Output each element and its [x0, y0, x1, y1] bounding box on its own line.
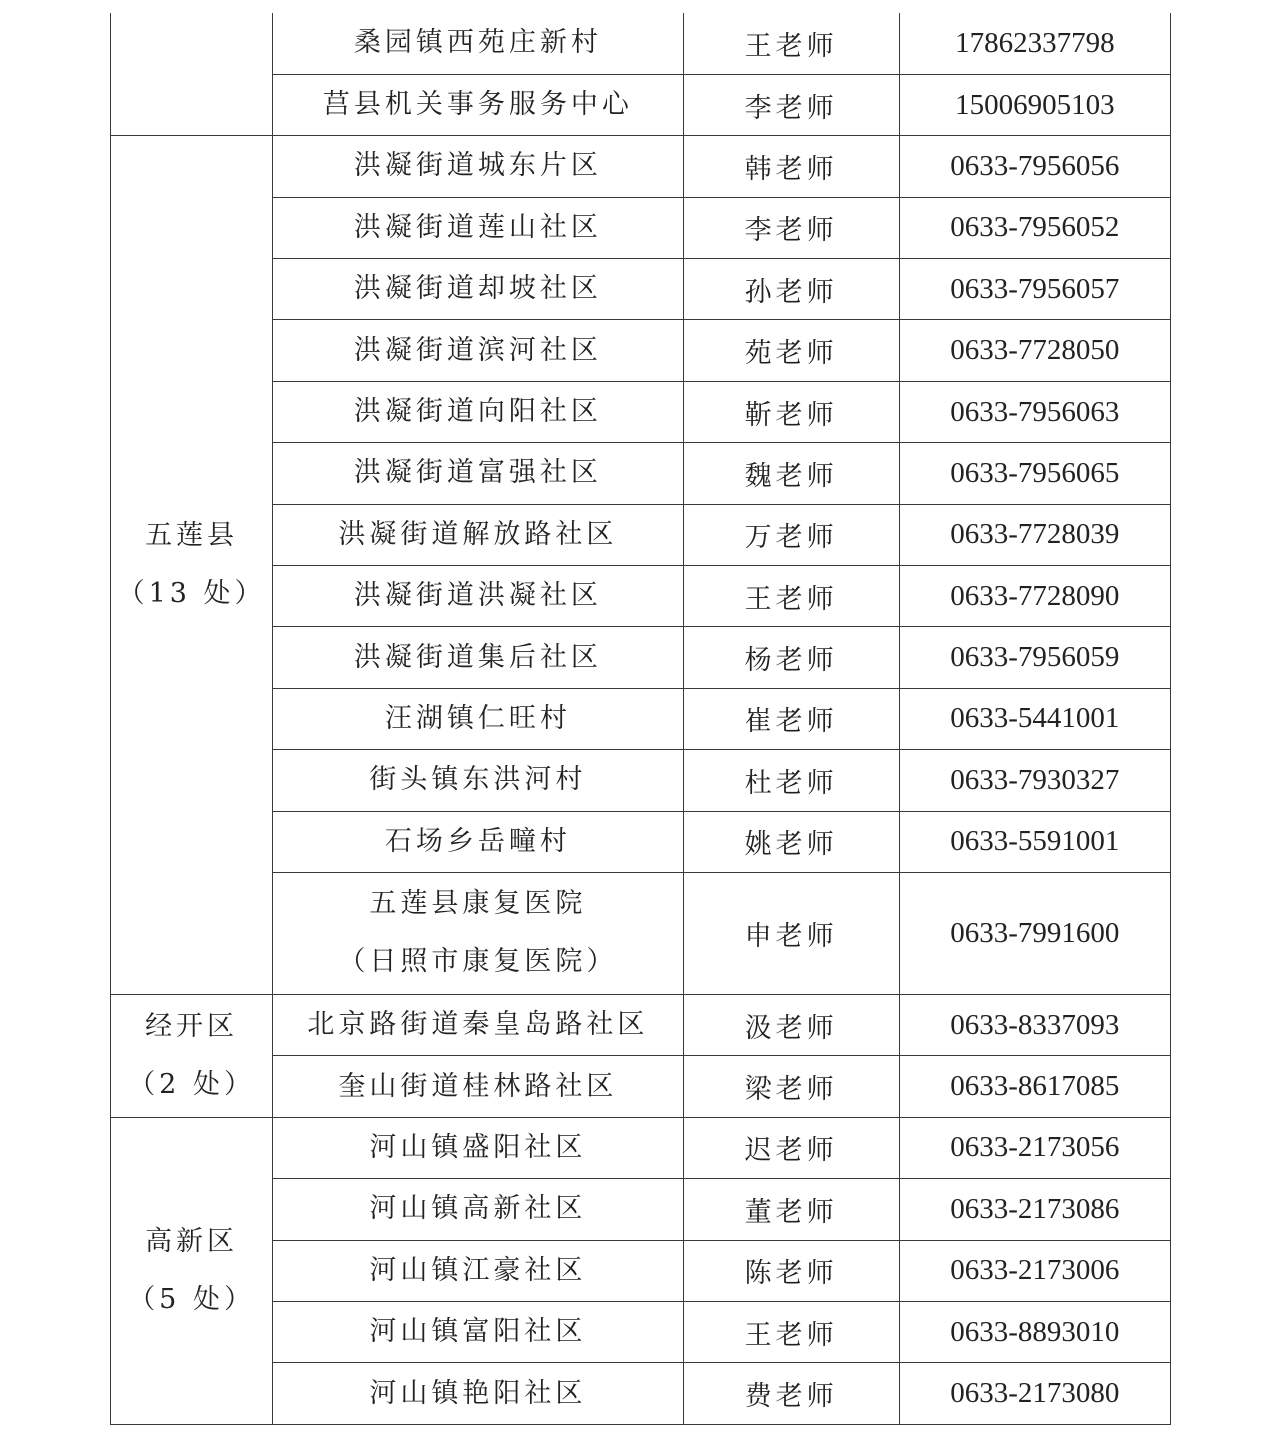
phone-cell: 0633-7956052 [899, 197, 1170, 258]
place-cell [273, 1301, 683, 1362]
phone-cell: 0633-8337093 [899, 994, 1170, 1055]
phone-cell: 0633-5591001 [899, 811, 1170, 872]
phone-cell: 0633-7956059 [899, 627, 1170, 688]
place-cell [273, 811, 683, 872]
place-cell [273, 872, 683, 994]
teacher-cell: 崔老师 [683, 688, 899, 749]
region-label: （2 处） [128, 1068, 255, 1100]
phone-cell: 0633-7728090 [899, 566, 1170, 627]
place-cell [273, 1179, 683, 1240]
region-cell [111, 994, 273, 1117]
region-label: （5 处） [128, 1283, 255, 1315]
teacher-cell: 梁老师 [683, 1056, 899, 1117]
phone-cell: 0633-7728039 [899, 504, 1170, 565]
phone-cell: 0633-2173080 [899, 1363, 1170, 1424]
teacher-cell: 杜老师 [683, 750, 899, 811]
place-cell [273, 566, 683, 627]
place-name: 洪凝街道富强社区 [353, 457, 602, 489]
contact-table [110, 13, 1171, 1425]
teacher-cell: 王老师 [683, 566, 899, 627]
place-name: 石场乡岳疃村 [384, 825, 571, 857]
place-name: 洪凝街道莲山社区 [353, 211, 602, 243]
teacher-cell: 姚老师 [683, 811, 899, 872]
teacher-cell: 魏老师 [683, 443, 899, 504]
teacher-cell: 陈老师 [683, 1240, 899, 1301]
phone-cell: 0633-5441001 [899, 688, 1170, 749]
place-name: 河山镇富阳社区 [369, 1316, 587, 1348]
place-cell [273, 504, 683, 565]
place-cell [273, 1056, 683, 1117]
place-name: 汪湖镇仁旺村 [384, 702, 571, 734]
teacher-cell: 迟老师 [683, 1117, 899, 1178]
region-cell [111, 136, 273, 995]
table-row [111, 994, 1171, 1055]
place-cell [273, 688, 683, 749]
teacher-cell: 韩老师 [683, 136, 899, 197]
teacher-cell: 万老师 [683, 504, 899, 565]
place-cell [273, 994, 683, 1055]
region-label: 经开区 [145, 1010, 239, 1042]
place-name: 河山镇盛阳社区 [369, 1131, 587, 1163]
teacher-cell: 孙老师 [683, 259, 899, 320]
place-name: 河山镇艳阳社区 [369, 1377, 587, 1409]
place-name: 五莲县康复医院 [369, 888, 587, 920]
phone-cell: 0633-8617085 [899, 1056, 1170, 1117]
teacher-cell: 汲老师 [683, 994, 899, 1055]
place-name: 洪凝街道却坡社区 [353, 273, 602, 305]
teacher-cell: 王老师 [683, 13, 899, 74]
place-cell [273, 136, 683, 197]
place-cell [273, 1240, 683, 1301]
place-cell [273, 13, 683, 74]
phone-cell: 0633-7956057 [899, 259, 1170, 320]
region-label: （13 处） [117, 578, 266, 610]
phone-cell: 0633-7956056 [899, 136, 1170, 197]
place-name: 洪凝街道滨河社区 [353, 334, 602, 366]
place-cell [273, 320, 683, 381]
place-name: 河山镇高新社区 [369, 1193, 587, 1225]
phone-cell: 0633-2173056 [899, 1117, 1170, 1178]
phone-cell: 0633-2173086 [899, 1179, 1170, 1240]
teacher-cell: 靳老师 [683, 381, 899, 442]
phone-cell: 0633-8893010 [899, 1301, 1170, 1362]
teacher-cell: 申老师 [683, 872, 899, 994]
region-cell [111, 1117, 273, 1424]
region-label: 五莲县 [145, 520, 239, 552]
place-cell [273, 197, 683, 258]
place-cell [273, 1117, 683, 1178]
place-cell [273, 1363, 683, 1424]
place-name: （日照市康复医院） [338, 946, 618, 978]
teacher-cell: 李老师 [683, 74, 899, 135]
teacher-cell: 杨老师 [683, 627, 899, 688]
phone-cell: 17862337798 [899, 13, 1170, 74]
phone-cell: 0633-2173006 [899, 1240, 1170, 1301]
place-name: 洪凝街道集后社区 [353, 641, 602, 673]
phone-cell: 0633-7991600 [899, 872, 1170, 994]
place-cell [273, 259, 683, 320]
place-cell [273, 381, 683, 442]
phone-cell: 0633-7728050 [899, 320, 1170, 381]
place-name: 洪凝街道洪凝社区 [353, 580, 602, 612]
place-name: 洪凝街道解放路社区 [338, 518, 618, 550]
teacher-cell: 苑老师 [683, 320, 899, 381]
region-cell [111, 13, 273, 136]
place-cell [273, 74, 683, 135]
teacher-cell: 费老师 [683, 1363, 899, 1424]
phone-cell: 0633-7930327 [899, 750, 1170, 811]
phone-cell: 0633-7956063 [899, 381, 1170, 442]
phone-cell: 0633-7956065 [899, 443, 1170, 504]
place-name: 洪凝街道向阳社区 [353, 396, 602, 428]
place-name: 北京路街道秦皇岛路社区 [307, 1009, 649, 1041]
phone-cell: 15006905103 [899, 74, 1170, 135]
place-cell [273, 443, 683, 504]
teacher-cell: 王老师 [683, 1301, 899, 1362]
place-name: 洪凝街道城东片区 [353, 150, 602, 182]
place-name: 莒县机关事务服务中心 [322, 89, 633, 121]
table-row [111, 1117, 1171, 1178]
place-name: 河山镇江豪社区 [369, 1254, 587, 1286]
contact-table-body [111, 13, 1171, 1424]
place-name: 街头镇东洪河村 [369, 764, 587, 796]
table-row [111, 13, 1171, 74]
place-name: 桑园镇西苑庄新村 [353, 27, 602, 59]
table-row [111, 136, 1171, 197]
place-name: 奎山街道桂林路社区 [338, 1070, 618, 1102]
teacher-cell: 董老师 [683, 1179, 899, 1240]
teacher-cell: 李老师 [683, 197, 899, 258]
region-label: 高新区 [145, 1225, 239, 1257]
place-cell [273, 627, 683, 688]
place-cell [273, 750, 683, 811]
